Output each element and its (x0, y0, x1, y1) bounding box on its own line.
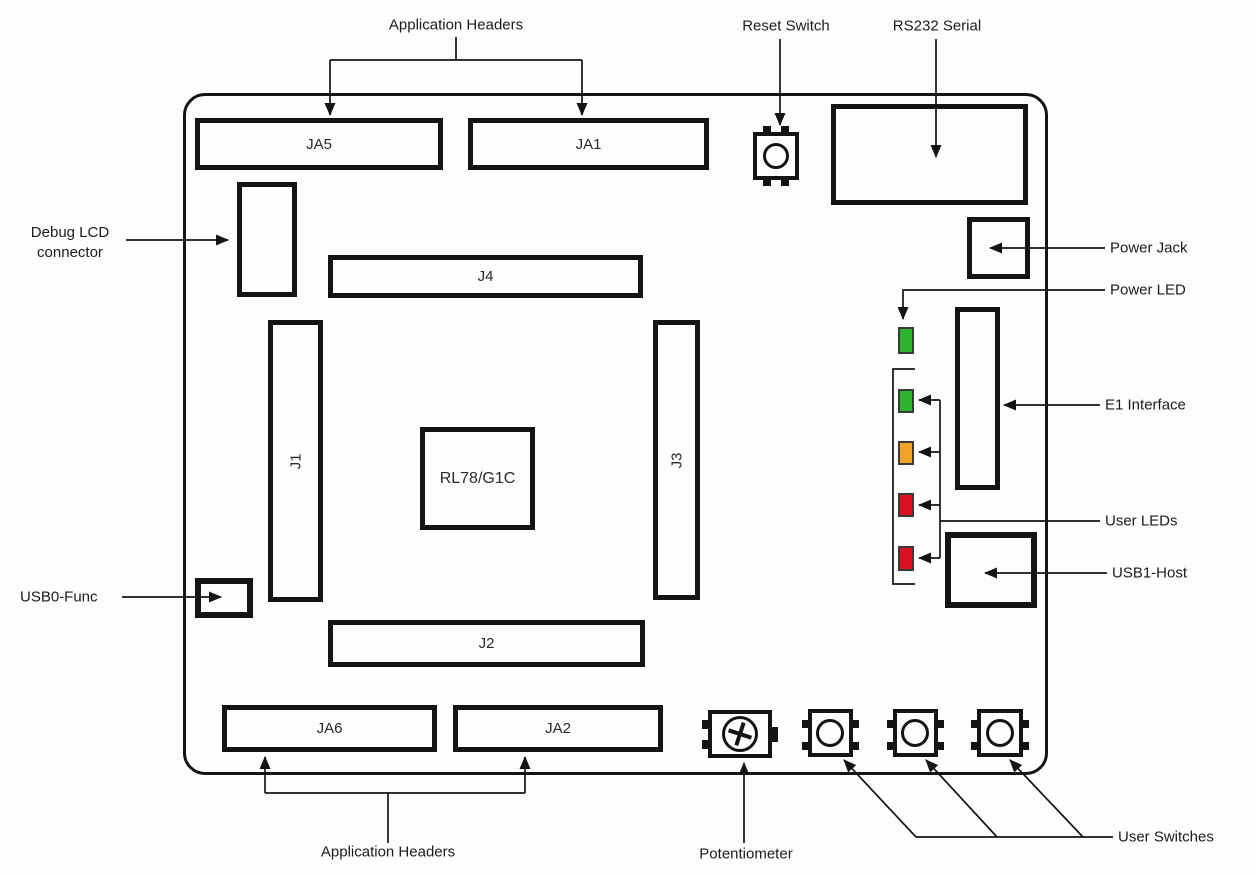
reset-switch-pin (781, 126, 789, 134)
callout-potentiometer: Potentiometer (699, 845, 793, 863)
switch-pin (802, 742, 810, 750)
header-ja5-label: JA5 (306, 135, 332, 153)
user-led-2 (898, 441, 914, 465)
header-j3-label: J3 (668, 452, 685, 468)
potentiometer-pin (702, 720, 710, 729)
callout-user-leds: User LEDs (1105, 512, 1178, 530)
header-j4 (328, 255, 643, 298)
user-led-3 (898, 493, 914, 517)
user-switch-1 (808, 709, 853, 757)
user-led-1 (898, 389, 914, 413)
callout-power-led: Power LED (1110, 281, 1186, 299)
callout-rs232-serial: RS232 Serial (892, 17, 982, 35)
header-j4-label: J4 (477, 268, 494, 285)
switch-pin (936, 720, 944, 728)
reset-switch-pin (763, 178, 771, 186)
switch-pin (971, 742, 979, 750)
switch-pin (971, 720, 979, 728)
switch-pin (1021, 720, 1029, 728)
user-led-4 (898, 546, 914, 571)
callout-usb0-func: USB0-Func (20, 588, 98, 606)
callout-application-headers-top: Application Headers (388, 16, 524, 34)
switch-pin (887, 742, 895, 750)
callout-debug-lcd-line1: Debug LCD (30, 224, 110, 241)
header-ja2-label: JA2 (545, 720, 571, 737)
user-switch-2-button (901, 719, 929, 747)
user-switch-1-button (816, 719, 844, 747)
mcu-chip-label: RL78/G1C (439, 469, 516, 487)
header-ja1 (468, 118, 709, 170)
usb0-func-connector (195, 578, 253, 618)
debug-lcd-connector (237, 182, 297, 297)
switch-pin (851, 742, 859, 750)
callout-debug-lcd-line2: connector (37, 244, 103, 261)
rs232-serial-connector (831, 104, 1028, 205)
user-switch-2 (893, 709, 938, 757)
power-jack-connector (967, 217, 1030, 279)
e1-interface-connector (955, 307, 1000, 490)
reset-switch (753, 132, 799, 180)
callout-power-jack: Power Jack (1110, 239, 1188, 257)
header-j2 (328, 620, 645, 667)
header-j3 (653, 320, 700, 600)
usb1-host-connector (945, 532, 1037, 608)
reset-switch-pin (763, 126, 771, 134)
header-j1 (268, 320, 323, 602)
header-ja5 (195, 118, 443, 170)
callout-user-switches: User Switches (1118, 828, 1214, 846)
mcu-chip (420, 427, 535, 530)
switch-pin (936, 742, 944, 750)
potentiometer-dial (722, 716, 758, 752)
reset-switch-button (763, 143, 789, 169)
user-switch-3-button (986, 719, 1014, 747)
switch-pin (851, 720, 859, 728)
callout-reset-switch: Reset Switch (742, 17, 830, 35)
header-j2-label: J2 (478, 635, 495, 652)
callout-e1-interface: E1 Interface (1105, 396, 1186, 414)
callout-application-headers-bottom: Application Headers (320, 843, 456, 861)
header-ja1-label: JA1 (575, 135, 602, 153)
header-j1-label: J1 (287, 453, 304, 469)
potentiometer-pin (702, 740, 710, 749)
user-switch-3 (977, 709, 1023, 757)
switch-pin (1021, 742, 1029, 750)
potentiometer-pin (770, 727, 778, 742)
switch-pin (887, 720, 895, 728)
reset-switch-pin (781, 178, 789, 186)
header-ja2 (453, 705, 663, 752)
header-ja6-label: JA6 (316, 720, 343, 737)
switch-pin (802, 720, 810, 728)
callout-debug-lcd (31, 223, 109, 263)
potentiometer (708, 710, 772, 758)
power-led (898, 327, 914, 354)
header-ja6 (222, 705, 437, 752)
callout-usb1-host: USB1-Host (1112, 564, 1188, 582)
